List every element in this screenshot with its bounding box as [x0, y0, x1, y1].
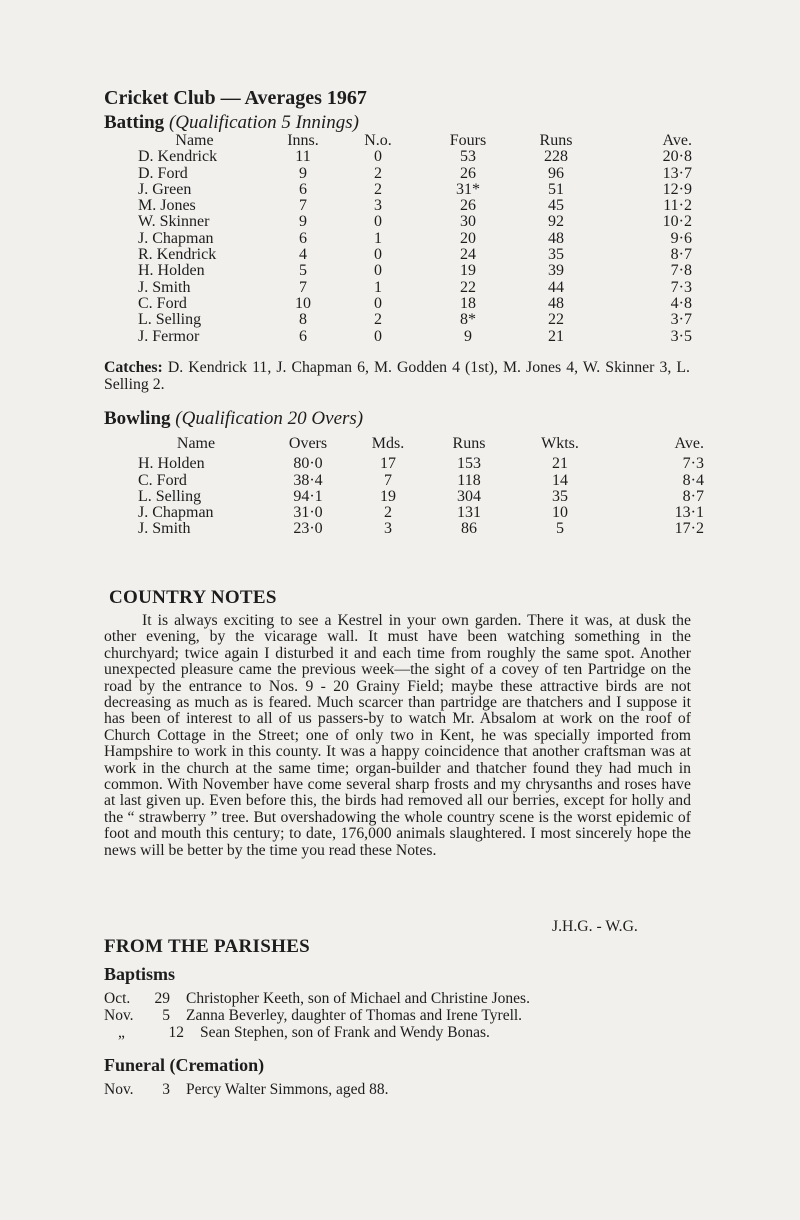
batting-col-runs: Runs	[539, 132, 573, 149]
batting-cell-ave: 3·7	[670, 311, 692, 329]
bowling-col-overs: Overs	[288, 435, 328, 452]
bowling-col-runs: Runs	[452, 435, 486, 452]
batting-cell-runs: 48	[548, 229, 564, 247]
baptism-text: Christopher Keeth, son of Michael and Christine Jones.	[186, 990, 530, 1007]
bowling-col-mds: Mds.	[371, 435, 405, 452]
batting-heading	[104, 112, 359, 134]
batting-cell-runs: 35	[548, 246, 564, 264]
batting-cell-fours: 53	[460, 148, 476, 166]
bowling-cell-runs: 304	[457, 487, 481, 505]
bowling-cell-overs: 23·0	[293, 520, 323, 538]
baptism-month: „	[118, 1024, 125, 1041]
batting-cell-name: J. Fermor	[138, 327, 200, 345]
batting-cell-ave: 10·2	[662, 213, 692, 231]
batting-cell-fours: 26	[460, 197, 476, 215]
bowling-cell-name: J. Chapman	[138, 504, 214, 522]
batting-cell-no: 1	[374, 229, 382, 247]
batting-cell-inns: 9	[299, 164, 307, 182]
batting-col-inns: Inns.	[287, 132, 319, 149]
catches-paragraph	[104, 359, 690, 393]
bowling-row	[138, 505, 704, 521]
parishes-title: FROM THE PARISHES	[104, 936, 311, 957]
batting-cell-name: C. Ford	[138, 294, 187, 312]
baptism-entry	[104, 990, 530, 1008]
batting-table	[138, 133, 692, 345]
bowling-cell-ave: 7·3	[682, 455, 704, 473]
batting-cell-inns: 9	[299, 213, 307, 231]
batting-row	[138, 214, 692, 230]
catches-text: D. Kendrick 11, J. Chapman 6, M. Godden 4 (1st), M. Jones 4, W. Skinner 3, L. Selling 2.	[104, 359, 691, 393]
batting-row	[138, 231, 692, 247]
batting-cell-name: M. Jones	[138, 197, 196, 215]
baptism-month: Nov.	[104, 1007, 134, 1024]
batting-cell-name: D. Ford	[138, 164, 188, 182]
batting-cell-inns: 11	[295, 148, 311, 166]
batting-cell-no: 0	[374, 294, 382, 312]
country-notes-text: It is always exciting to see a Kestrel in your own garden. There it was, at dusk the other evening, by the vicarage wall. It must have been watching something in the churchyard; twice again I disturbed it and each time from roughly the same spot. Another unexpected pleasure came the previous week—the sight of a covey of ten Partridge on the road by the entrance to Nos. 9 - 20 Grainy Field; maybe these attractive birds are not decreasing as much as is feared. Much scarcer than partridge are thatchers and I suppose it has been of interest to all of us passers-by to watch Mr. Absalom at work on the roof of Church Cottage in the Street; one of only two in Kent, he was specially imported from Hampshire to work in this county. It was a happy coincidence that another craftsman was at work in the church at the same time; organ-builder and thatcher found they had much in common. With November have come several sharp frosts and my chrysanths and roses have at last given up. Even before this, the birds had removed all our berries, except for holly and the “ strawberry ” tree. But overshadowing the whole country scene is the worst epidemic of foot and mouth this century; to date, 176,000 animals slaughtered. I most sincerely hope the news will be better by the time you read these Notes.	[104, 612, 691, 859]
batting-header-row	[138, 133, 692, 149]
bowling-row	[138, 521, 704, 537]
bowling-cell-ave: 13·1	[674, 504, 704, 522]
batting-cell-fours: 9	[464, 327, 472, 345]
batting-cell-inns: 5	[299, 262, 307, 280]
batting-cell-no: 0	[374, 213, 382, 231]
batting-cell-fours: 22	[460, 278, 476, 296]
batting-cell-no: 2	[374, 311, 382, 329]
batting-cell-runs: 228	[544, 148, 568, 166]
bowling-col-wkts: Wkts.	[541, 435, 579, 452]
batting-cell-no: 0	[374, 148, 382, 166]
bowling-qualification: (Qualification 20 Overs)	[175, 408, 364, 429]
batting-col-no: N.o.	[364, 132, 392, 149]
bowling-cell-mds: 2	[384, 504, 392, 522]
batting-cell-fours: 26	[460, 164, 476, 182]
bowling-cell-ave: 8·7	[682, 487, 704, 505]
batting-cell-fours: 24	[460, 246, 476, 264]
batting-cell-inns: 10	[295, 294, 311, 312]
batting-rows	[138, 149, 692, 345]
batting-row	[138, 280, 692, 296]
bowling-cell-name: H. Holden	[138, 455, 205, 473]
baptism-entry	[104, 1007, 522, 1025]
bowling-cell-name: C. Ford	[138, 471, 187, 489]
bowling-cell-wkts: 35	[552, 487, 568, 505]
batting-cell-ave: 20·8	[662, 148, 692, 166]
bowling-cell-wkts: 21	[552, 455, 568, 473]
bowling-cell-mds: 3	[384, 520, 392, 538]
baptisms-heading: Baptisms	[104, 964, 176, 984]
batting-cell-no: 3	[374, 197, 382, 215]
baptism-text: Zanna Beverley, daughter of Thomas and Irene Tyrell.	[186, 1007, 523, 1024]
bowling-row	[138, 456, 704, 472]
batting-row	[138, 296, 692, 312]
batting-row	[138, 198, 692, 214]
bowling-cell-overs: 38·4	[293, 471, 323, 489]
baptism-day: 29	[154, 990, 170, 1007]
funeral-entry	[104, 1081, 389, 1099]
batting-cell-fours: 31*	[456, 180, 480, 198]
batting-cell-name: J. Green	[138, 180, 192, 198]
bowling-cell-runs: 131	[457, 504, 481, 522]
batting-cell-no: 0	[374, 246, 382, 264]
bowling-cell-name: J. Smith	[138, 520, 191, 538]
batting-cell-runs: 22	[548, 311, 564, 329]
bowling-table	[138, 436, 704, 538]
batting-cell-inns: 7	[299, 197, 307, 215]
batting-cell-name: H. Holden	[138, 262, 205, 280]
batting-cell-name: J. Smith	[138, 278, 191, 296]
batting-cell-ave: 7·8	[670, 262, 692, 280]
batting-cell-runs: 45	[548, 197, 564, 215]
batting-cell-fours: 30	[460, 213, 476, 231]
batting-row	[138, 166, 692, 182]
batting-row	[138, 312, 692, 328]
batting-row	[138, 247, 692, 263]
batting-cell-inns: 6	[299, 180, 307, 198]
bowling-row	[138, 473, 704, 489]
bowling-cell-mds: 7	[384, 471, 392, 489]
batting-cell-fours: 19	[460, 262, 476, 280]
batting-cell-name: R. Kendrick	[138, 246, 217, 264]
funeral-day: 3	[162, 1081, 170, 1098]
bowling-cell-mds: 19	[380, 487, 396, 505]
bowling-cell-overs: 31·0	[293, 504, 323, 522]
bowling-cell-overs: 94·1	[293, 487, 323, 505]
batting-cell-inns: 8	[299, 311, 307, 329]
batting-row	[138, 182, 692, 198]
bowling-cell-wkts: 14	[552, 471, 568, 489]
batting-cell-ave: 8·7	[670, 246, 692, 264]
funeral-heading: Funeral (Cremation)	[104, 1055, 265, 1075]
batting-cell-name: J. Chapman	[138, 229, 214, 247]
batting-cell-ave: 11·2	[663, 197, 692, 215]
batting-cell-ave: 12·9	[662, 180, 692, 198]
batting-cell-no: 1	[374, 278, 382, 296]
bowling-row	[138, 489, 704, 505]
bowling-cell-ave: 17·2	[674, 520, 704, 538]
batting-cell-no: 0	[374, 327, 382, 345]
catches-label: Catches:	[104, 359, 163, 376]
batting-cell-inns: 6	[299, 327, 307, 345]
batting-cell-no: 2	[374, 164, 382, 182]
batting-cell-inns: 7	[299, 278, 307, 296]
batting-cell-ave: 3·5	[670, 327, 692, 345]
bowling-cell-name: L. Selling	[138, 487, 202, 505]
cricket-title: Cricket Club — Averages 1967	[104, 87, 367, 109]
batting-row	[138, 263, 692, 279]
bowling-label: Bowling	[104, 408, 171, 429]
bowling-cell-wkts: 5	[556, 520, 564, 538]
batting-cell-fours: 8*	[460, 311, 476, 329]
batting-label: Batting	[104, 112, 165, 133]
funeral-text: Percy Walter Simmons, aged 88.	[186, 1081, 389, 1098]
batting-cell-ave: 13·7	[662, 164, 692, 182]
batting-cell-fours: 18	[460, 294, 476, 312]
batting-qualification: (Qualification 5 Innings)	[168, 112, 359, 133]
batting-cell-name: W. Skinner	[138, 213, 210, 231]
bowling-cell-wkts: 10	[552, 504, 568, 522]
batting-cell-runs: 48	[548, 294, 564, 312]
bowling-cell-runs: 86	[461, 520, 477, 538]
batting-cell-runs: 21	[548, 327, 564, 345]
batting-cell-ave: 9·6	[670, 229, 692, 247]
batting-cell-runs: 39	[548, 262, 564, 280]
batting-cell-fours: 20	[460, 229, 476, 247]
batting-cell-runs: 51	[548, 180, 564, 198]
bowling-cell-mds: 17	[380, 455, 396, 473]
bowling-heading	[104, 408, 363, 430]
batting-cell-runs: 44	[548, 278, 564, 296]
country-notes-body	[104, 613, 691, 859]
batting-cell-runs: 92	[548, 213, 564, 231]
baptism-day: 5	[162, 1007, 170, 1024]
batting-cell-name: D. Kendrick	[138, 148, 218, 166]
batting-cell-ave: 4·8	[670, 294, 692, 312]
country-notes-title: COUNTRY NOTES	[109, 587, 277, 608]
batting-cell-inns: 6	[299, 229, 307, 247]
batting-col-name: Name	[175, 132, 214, 149]
bowling-rows	[138, 456, 704, 537]
funeral-month: Nov.	[104, 1081, 134, 1098]
batting-row	[138, 329, 692, 345]
batting-cell-ave: 7·3	[670, 278, 692, 296]
bowling-col-name: Name	[176, 435, 216, 452]
country-notes-signature: J.H.G. - W.G.	[552, 918, 638, 935]
batting-cell-inns: 4	[299, 246, 307, 264]
bowling-col-ave: Ave.	[674, 435, 704, 452]
batting-col-ave: Ave.	[662, 132, 692, 149]
baptism-month: Oct.	[104, 990, 131, 1007]
baptism-entry	[104, 1024, 490, 1042]
bowling-cell-overs: 80·0	[293, 455, 323, 473]
bowling-cell-runs: 118	[457, 471, 481, 489]
baptism-text: Sean Stephen, son of Frank and Wendy Bonas.	[200, 1024, 490, 1041]
batting-col-fours: Fours	[449, 132, 487, 149]
baptism-day: 12	[168, 1024, 184, 1041]
batting-cell-no: 2	[374, 180, 382, 198]
batting-cell-runs: 96	[548, 164, 564, 182]
bowling-header-row	[138, 436, 704, 452]
batting-cell-no: 0	[374, 262, 382, 280]
bowling-cell-runs: 153	[457, 455, 481, 473]
bowling-cell-ave: 8·4	[682, 471, 704, 489]
batting-row	[138, 149, 692, 165]
batting-cell-name: L. Selling	[138, 311, 202, 329]
